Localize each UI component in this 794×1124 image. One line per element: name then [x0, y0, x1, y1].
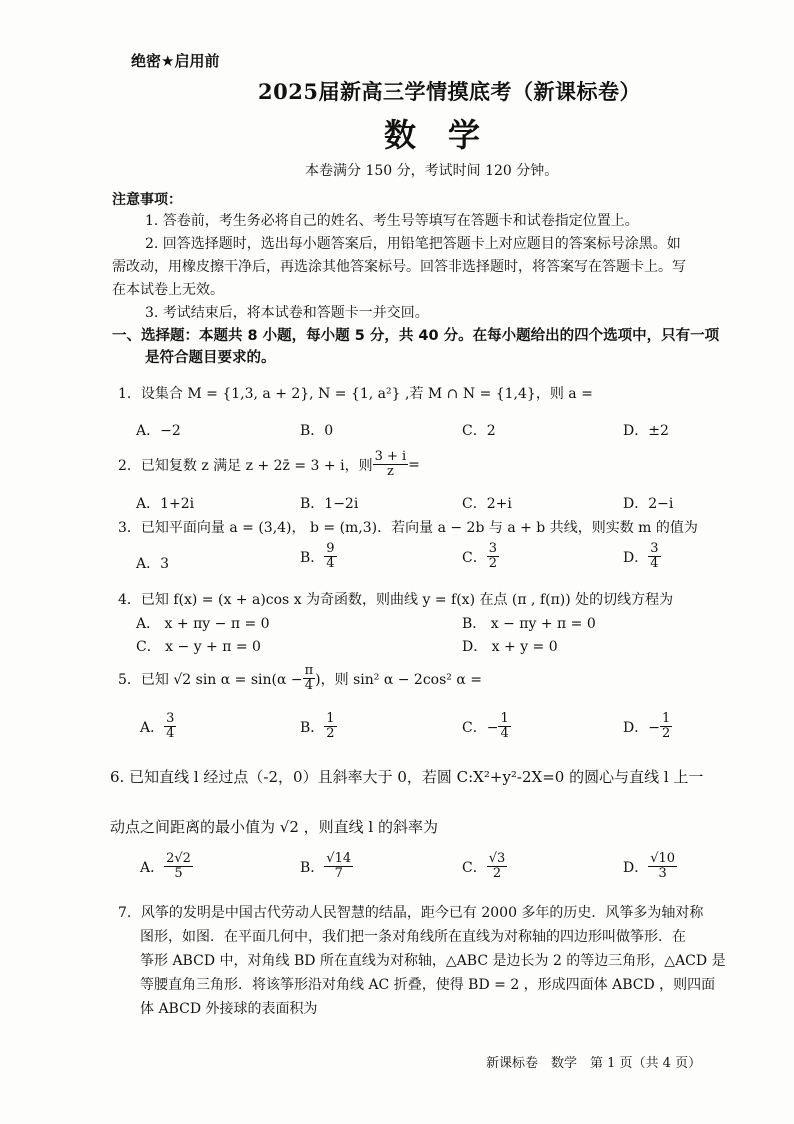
q3-c-label: C． — [462, 549, 487, 566]
q5-b-den: 2 — [326, 726, 335, 742]
q6-option-c[interactable] — [462, 852, 507, 882]
question-3-stem: 3．已知平面向量 a = (3,4)， b = (m,3)．若向量 a − 2b 与 a + b 共线，则实数 m 的值为 — [118, 520, 698, 536]
q2-option-c[interactable]: C．2+i — [462, 496, 512, 512]
question-7-line-4: 等腰直角三角形．将该筝形沿对角线 AC 折叠，使得 BD = 2 ，形成四面体 ABCD ，则四面 — [140, 977, 716, 993]
q3-option-d[interactable] — [623, 542, 661, 572]
question-6-stem-2: 动点之间距离的最小值为 √2 ，则直线 l 的斜率为 — [110, 818, 438, 836]
q2-fraction — [373, 450, 409, 480]
question-7-line-2: 图形，如图．在平面几何中，我们把一条对角线所在直线为对称轴的四边形叫做筝形．在 — [140, 929, 686, 945]
question-2-stem — [118, 450, 420, 480]
q6-a-label: A． — [140, 859, 165, 876]
subject-title: 数 学 — [384, 116, 481, 154]
q6-b-den: 7 — [334, 866, 343, 882]
q5-a-fraction — [164, 712, 176, 742]
q3-b-den: 4 — [326, 556, 335, 572]
q6-b-num: √14 — [326, 851, 352, 866]
q2-frac-den: z — [386, 464, 394, 480]
q4-option-c[interactable]: C． x − y + π = 0 — [136, 639, 261, 655]
q2-stem-end: = — [408, 456, 420, 473]
q5-b-num: 1 — [326, 711, 335, 726]
q5-frac-den: 4 — [304, 678, 314, 694]
notice-item-2b: 需改动，用橡皮擦干净后，再选涂其他答案标号。回答非选择题时，将答案写在答题卡上。写 — [112, 259, 686, 275]
q6-c-label: C． — [462, 859, 487, 876]
q4-option-d[interactable]: D． x + y = 0 — [462, 639, 558, 655]
q5-d-label: D．− — [623, 719, 660, 736]
q3-d-label: D． — [623, 549, 649, 566]
question-5-stem — [118, 664, 482, 694]
q5-d-num: 1 — [661, 711, 671, 726]
q5-b-label: B． — [300, 719, 325, 736]
question-1-stem: 1．设集合 M = {1,3, a + 2}, N = {1, a²} ,若 M ∩ N = {1,4}，则 a = — [118, 386, 593, 402]
q6-b-label: B． — [300, 859, 325, 876]
notice-item-3: 3. 考试结束后，将本试卷和答题卡一并交回。 — [145, 305, 429, 321]
q2-frac-num: 3 + i — [374, 449, 407, 464]
q5-b-fraction — [324, 712, 336, 742]
exam-info: 本卷满分 150 分，考试时间 120 分钟。 — [305, 163, 559, 179]
q5-stem-end: )，则 sin² α − 2cos² α = — [315, 671, 482, 688]
q2-option-a[interactable]: A．1+2i — [136, 496, 195, 512]
q5-fraction — [303, 664, 316, 694]
q5-d-den: 2 — [661, 726, 671, 742]
q2-stem-text: 2．已知复数 z 满足 z + 2z̄ = 3 + i，则 — [118, 457, 373, 474]
q6-a-den: 5 — [174, 866, 183, 882]
question-7-line-3: 筝形 ABCD 中，对角线 BD 所在直线为对称轴，△ABC 是边长为 2 的等边三角形，△ACD 是 — [140, 953, 726, 969]
q3-d-fraction — [648, 542, 660, 572]
q5-d-fraction — [660, 712, 672, 742]
question-7-line-5: 体 ABCD 外接球的表面积为 — [140, 1001, 318, 1017]
q5-c-den: 4 — [500, 726, 509, 742]
q5-a-den: 4 — [166, 726, 175, 742]
q3-b-num: 9 — [326, 541, 335, 556]
q3-c-den: 2 — [488, 556, 497, 572]
q6-c-num: √3 — [488, 851, 506, 866]
q3-option-a[interactable]: A．3 — [136, 556, 170, 572]
question-7-line-1: 7．风筝的发明是中国古代劳动人民智慧的结晶，距今已有 2000 多年的历史．风筝多为轴对称 — [118, 905, 704, 921]
secret-label: 绝密★启用前 — [131, 52, 220, 70]
q6-a-fraction — [164, 852, 193, 882]
q3-c-fraction — [487, 542, 499, 572]
notice-item-1: 1. 答卷前，考生务必将自己的姓名、考生号等填写在答题卡和试卷指定位置上。 — [145, 213, 639, 229]
exam-title: 2025届新高三学情摸底考（新课标卷） — [258, 79, 641, 104]
q3-d-num: 3 — [650, 541, 659, 556]
q5-stem-text: 5．已知 √2 sin α = sin(α − — [118, 671, 303, 688]
q5-a-num: 3 — [166, 711, 175, 726]
q6-c-fraction — [487, 852, 508, 882]
q3-d-den: 4 — [650, 556, 659, 572]
q5-a-label: A． — [140, 719, 165, 736]
q5-frac-num: π — [304, 663, 314, 678]
q2-option-d[interactable]: D．2−i — [623, 496, 674, 512]
q5-option-b[interactable] — [300, 712, 337, 742]
q3-option-b[interactable] — [300, 542, 337, 572]
q4-option-b[interactable]: B． x − πy + π = 0 — [462, 616, 596, 632]
q5-c-label: C．− — [462, 719, 499, 736]
q6-b-fraction — [324, 852, 353, 882]
q6-option-b[interactable] — [300, 852, 353, 882]
notice-item-2c: 在本试卷上无效。 — [112, 282, 224, 298]
q3-option-c[interactable] — [462, 542, 499, 572]
q1-option-b[interactable]: B．0 — [300, 423, 334, 439]
q1-option-c[interactable]: C．2 — [462, 423, 496, 439]
section-heading-2: 是符合题目要求的。 — [145, 350, 276, 366]
q5-option-a[interactable] — [140, 712, 176, 742]
q6-d-label: D． — [623, 859, 649, 876]
q6-d-num: √10 — [650, 851, 676, 866]
q5-option-d[interactable] — [623, 712, 672, 742]
q2-option-b[interactable]: B．1−2i — [300, 496, 359, 512]
q1-option-a[interactable]: A．−2 — [136, 423, 181, 439]
q6-c-den: 2 — [492, 866, 502, 882]
question-4-stem: 4．已知 f(x) = (x + a)cos x 为奇函数，则曲线 y = f(x) 在点 (π , f(π)) 处的切线方程为 — [118, 592, 674, 608]
question-6-stem: 6. 已知直线 l 经过点（-2，0）且斜率大于 0，若圆 C:X²+y²-2X=0 的圆心与直线 l 上一 — [110, 768, 704, 786]
q6-option-d[interactable] — [623, 852, 677, 882]
q5-c-num: 1 — [500, 711, 509, 726]
q1-option-d[interactable]: D．±2 — [623, 423, 669, 439]
notice-title: 注意事项： — [112, 192, 182, 208]
q4-option-a[interactable]: A． x + πy − π = 0 — [136, 616, 270, 632]
q6-option-a[interactable] — [140, 852, 193, 882]
q6-a-num: 2√2 — [166, 851, 191, 866]
q5-c-fraction — [498, 712, 510, 742]
q3-b-fraction — [324, 542, 336, 572]
q5-option-c[interactable] — [462, 712, 511, 742]
q3-b-label: B． — [300, 549, 325, 566]
section-heading: 一、选择题：本题共 8 小题，每小题 5 分，共 40 分。在每小题给出的四个选项中，只有一项 — [112, 328, 720, 344]
q6-d-fraction — [648, 852, 677, 882]
notice-item-2a: 2. 回答选择题时，选出每小题答案后，用铅笔把答题卡上对应题目的答案标号涂黑。如 — [145, 236, 681, 252]
page-footer: 新课标卷 数学 第 1 页（共 4 页） — [486, 1056, 702, 1071]
q6-d-den: 3 — [658, 866, 667, 882]
q3-c-num: 3 — [488, 541, 497, 556]
